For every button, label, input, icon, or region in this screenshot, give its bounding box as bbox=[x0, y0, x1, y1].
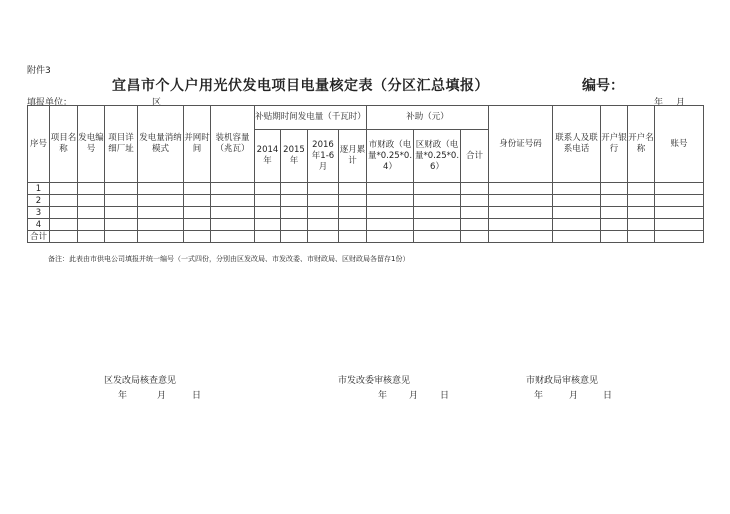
city-finance-review-label: 市财政局审核意见 bbox=[526, 376, 599, 386]
annex-label: 附件3 bbox=[27, 66, 51, 76]
reporting-unit-label: 填报单位： bbox=[27, 98, 73, 108]
footnote: 备注：此表由市供电公司填报并统一编号（一式四份，分别由区发改局、市发改委、市财政局、区财政局各留存1份） bbox=[48, 255, 410, 263]
review3-month: 月 bbox=[569, 391, 579, 401]
header-city-finance: 市财政（电量*0.25*0.4） bbox=[367, 130, 414, 183]
header-subsidy: 补助（元） bbox=[367, 106, 489, 130]
header-contact: 联系人及联系电话 bbox=[553, 106, 601, 183]
row-total-label: 合计 bbox=[28, 231, 50, 243]
row-number: 1 bbox=[28, 183, 50, 195]
header-subsidy-total: 合计 bbox=[461, 130, 489, 183]
city-dev-review-label: 市发改委审核意见 bbox=[338, 376, 411, 386]
header-capacity: 装机容量（兆瓦） bbox=[211, 106, 255, 183]
row-number: 2 bbox=[28, 195, 50, 207]
header-account-name: 开户名称 bbox=[628, 106, 655, 183]
row-number: 4 bbox=[28, 219, 50, 231]
header-seq: 序号 bbox=[28, 106, 50, 183]
header-subsidy-output: 补贴期时间发电量（千瓦时） bbox=[255, 106, 367, 130]
review2-year: 年 bbox=[378, 391, 388, 401]
form-title: 宜昌市个人户用光伏发电项目电量核定表（分区汇总填报） bbox=[112, 78, 489, 94]
header-year-2014: 2014年 bbox=[255, 130, 281, 183]
header-id-number: 身份证号码 bbox=[489, 106, 553, 183]
table-row bbox=[28, 195, 704, 207]
header-account-number: 账号 bbox=[655, 106, 704, 183]
header-project-address: 项目详细厂址 bbox=[105, 106, 138, 183]
table-row bbox=[28, 207, 704, 219]
review1-month: 月 bbox=[157, 391, 167, 401]
header-consumption-mode: 发电量消纳模式 bbox=[138, 106, 184, 183]
table-row-total bbox=[28, 231, 704, 243]
review1-day: 日 bbox=[192, 391, 202, 401]
table-row bbox=[28, 183, 704, 195]
header-monthly-total: 逐月累计 bbox=[339, 130, 367, 183]
district-dev-review-label: 区发改局核查意见 bbox=[104, 376, 177, 386]
header-bank: 开户银行 bbox=[601, 106, 628, 183]
header-project-name: 项目名称 bbox=[50, 106, 78, 183]
table-row bbox=[28, 219, 704, 231]
review1-year: 年 bbox=[118, 391, 128, 401]
header-district-finance: 区财政（电量*0.25*0.6） bbox=[414, 130, 461, 183]
district-label: 区 bbox=[152, 98, 162, 108]
review3-day: 日 bbox=[603, 391, 613, 401]
review3-year: 年 bbox=[534, 391, 544, 401]
verification-table bbox=[27, 105, 704, 243]
review2-month: 月 bbox=[409, 391, 419, 401]
row-number: 3 bbox=[28, 207, 50, 219]
header-month-label: 月 bbox=[676, 98, 686, 108]
header-grid-time: 并网时间 bbox=[184, 106, 211, 183]
serial-number-label: 编号： bbox=[582, 78, 624, 94]
header-year-2015: 2015年 bbox=[281, 130, 308, 183]
header-meter-number: 发电编号 bbox=[78, 106, 105, 183]
header-year-label: 年 bbox=[654, 98, 664, 108]
review2-day: 日 bbox=[440, 391, 450, 401]
header-year-2016: 2016年1-6月 bbox=[308, 130, 339, 183]
